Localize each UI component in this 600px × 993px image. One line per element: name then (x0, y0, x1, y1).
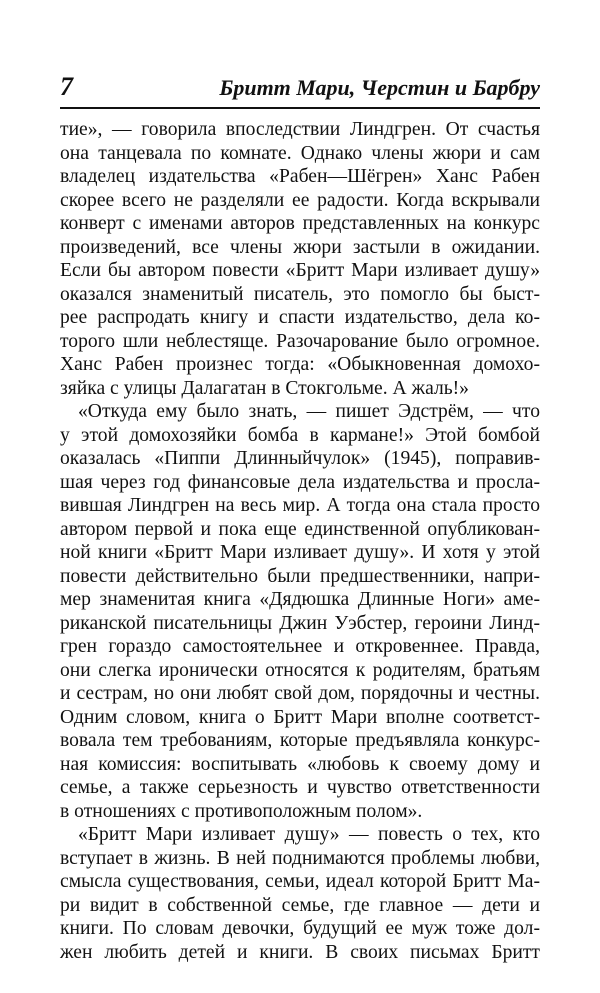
header-rule (60, 107, 540, 109)
text-line: грен гораздо самостоятельнее и откровеннее. Правда, (60, 636, 540, 657)
text-line: риканской писательницы Джин Уэбстер, героини Линд- (60, 612, 540, 634)
text-line: «Бритт Мари изливает душу» — повесть о тех, кто (78, 824, 540, 845)
text-line: владелец издательства «Рабен—Шёгрен» Ханс Рабен (60, 166, 540, 187)
text-line: ная комиссия: воспитывать «любовь к своему дому и (60, 753, 540, 775)
text-line: скорее всего не разделяли ее радости. Когда вскрывали (60, 189, 540, 211)
text-line: оказался знаменитый писатель, это помогло бы быст- (60, 283, 540, 305)
text-line: торого шли неблестяще. Разочарование было огромное. (60, 330, 540, 352)
page-header (60, 72, 540, 102)
text-line: ри видит в собственной семье, где главное — дети и (60, 894, 540, 916)
text-line: смысла существования, семьи, идеал которой Бритт Ма- (60, 871, 540, 892)
text-line: она танцевала по комнате. Однако члены жюри и сам (60, 142, 540, 164)
text-line: они слегка иронически относятся к родителям, братьям (60, 659, 540, 681)
text-line: тие», — говорила впоследствии Линдгрен. От счастья (60, 119, 540, 140)
text-line: «Откуда ему было знать, — пишет Эдстрём, — что (78, 401, 540, 422)
text-line: Если бы автором повести «Бритт Мари изливает душу» (60, 260, 540, 281)
text-line: семье, а также серьезность и чувство ответственности (60, 777, 540, 798)
text-line: вившая Линдгрен на весь мир. А тогда она стала просто (60, 495, 540, 516)
text-line: у этой домохозяйки бомба в кармане!» Этой бомбой (60, 424, 540, 446)
text-line: ной книги «Бритт Мари изливает душу». И хотя у этой (60, 542, 540, 563)
text-line: Ханс Рабен произнес тогда: «Обыкновенная домохо- (60, 354, 540, 375)
paragraph (60, 823, 540, 964)
text-line: шая через год финансовые дела издательства и просла- (60, 471, 540, 493)
text-line: жен любить детей и книги. В своих письмах Бритт (60, 941, 540, 963)
paragraph (60, 118, 540, 400)
body-text (60, 118, 540, 964)
text-line: автором первой и пока еще единственной опубликован- (60, 518, 540, 540)
text-line: Одним словом, книга о Бритт Мари вполне соответст- (60, 706, 540, 728)
text-line: мер знаменитая книга «Дядюшка Длинные Ноги» аме- (60, 589, 540, 610)
running-title: Бритт Мари, Черстин и Барбру (219, 75, 540, 100)
text-line: книги. По словам девочки, будущий ее муж тоже дол- (60, 918, 540, 939)
text-line: оказалась «Пиппи Длинныйчулок» (1945), поправив- (60, 448, 540, 469)
text-line: произведений, все члены жюри застыли в ожидании. (60, 236, 540, 258)
paragraph (60, 400, 540, 823)
text-line: в отношениях с противоположным полом». (60, 800, 423, 822)
text-line: конверт с именами авторов представленных на конкурс (60, 213, 540, 234)
text-line: рее распродать книгу и спасти издательство, дела ко- (60, 307, 540, 328)
text-line: и сестрам, но они любят свой дом, порядочны и честны. (60, 683, 540, 704)
text-line: вступает в жизнь. В ней поднимаются проблемы любви, (60, 847, 540, 869)
page-number: 7 (60, 72, 73, 101)
text-line: зяйка с улицы Далагатан в Стокгольме. А жаль!» (60, 377, 469, 399)
text-line: повести действительно были предшественники, напри- (60, 565, 540, 587)
text-line: вовала тем требованиям, которые предъявляла конкурс- (60, 730, 540, 751)
